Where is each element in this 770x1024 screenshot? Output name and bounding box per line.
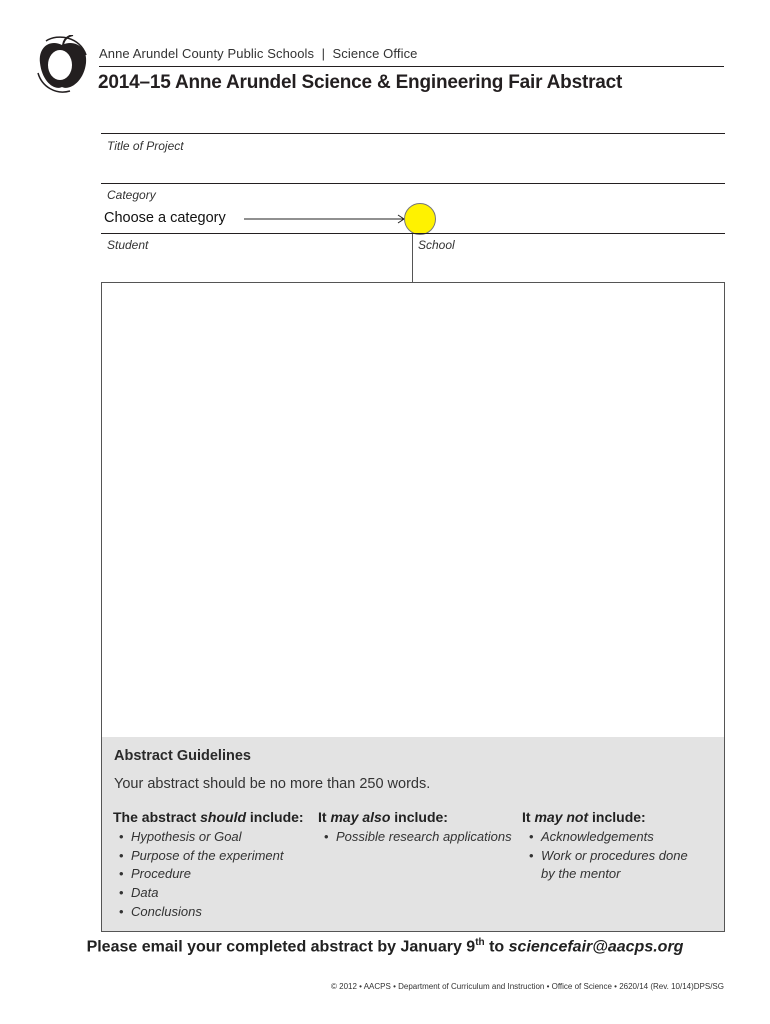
may-not-include-list bbox=[525, 828, 688, 884]
list-item: • Purpose of the experiment bbox=[119, 847, 284, 863]
should-include-list bbox=[115, 828, 283, 921]
org-name: Anne Arundel County Public Schools bbox=[99, 46, 315, 61]
submission-instructions: Please email your completed abstract by January 9th to sciencefair@aacps.org bbox=[86, 937, 684, 956]
office-name: Science Office bbox=[332, 46, 418, 61]
word-limit-text: Your abstract should be no more than 250 words. bbox=[114, 776, 431, 792]
list-item: • Procedure bbox=[119, 866, 191, 882]
header-organization bbox=[99, 46, 418, 61]
list-item: by the mentor bbox=[541, 866, 621, 882]
category-field-line bbox=[101, 183, 725, 184]
header-rule bbox=[99, 66, 724, 67]
title-field-line[interactable] bbox=[101, 133, 725, 134]
may-include-list bbox=[320, 828, 512, 847]
list-item: • Acknowledgements bbox=[529, 829, 654, 844]
arrow-right-icon bbox=[242, 212, 412, 226]
student-school-line bbox=[101, 233, 725, 234]
page-title: 2014–15 Anne Arundel Science & Engineering Fair Abstract bbox=[98, 72, 623, 93]
header-separator: | bbox=[321, 46, 326, 61]
list-item: • Data bbox=[119, 885, 159, 901]
footer-text: © 2012 • AACPS • Department of Curriculum and Instruction • Office of Science • 2620/14 (Rev. 10/14)DPS/SG bbox=[331, 982, 724, 991]
should-include-heading: The abstract should include: bbox=[113, 809, 304, 825]
guidelines-heading: Abstract Guidelines bbox=[114, 748, 251, 764]
student-school-divider bbox=[412, 234, 413, 282]
category-label: Category bbox=[107, 188, 156, 202]
list-item: • Hypothesis or Goal bbox=[119, 829, 242, 844]
may-include-heading: It may also include: bbox=[318, 809, 448, 825]
abstract-text-area[interactable] bbox=[102, 283, 724, 737]
aacps-apple-logo bbox=[36, 35, 88, 93]
email-address: sciencefair@aacps.org bbox=[508, 938, 684, 956]
school-label: School bbox=[418, 238, 455, 252]
list-item: • Conclusions bbox=[119, 903, 202, 919]
student-label: Student bbox=[107, 238, 149, 252]
list-item: • Work or procedures done bbox=[529, 847, 688, 863]
list-item: • Possible research applications bbox=[324, 829, 512, 844]
may-not-include-heading: It may not include: bbox=[522, 809, 646, 825]
highlight-dot bbox=[404, 203, 436, 235]
title-of-project-label: Title of Project bbox=[107, 139, 184, 153]
category-select[interactable]: Choose a category bbox=[104, 210, 226, 226]
